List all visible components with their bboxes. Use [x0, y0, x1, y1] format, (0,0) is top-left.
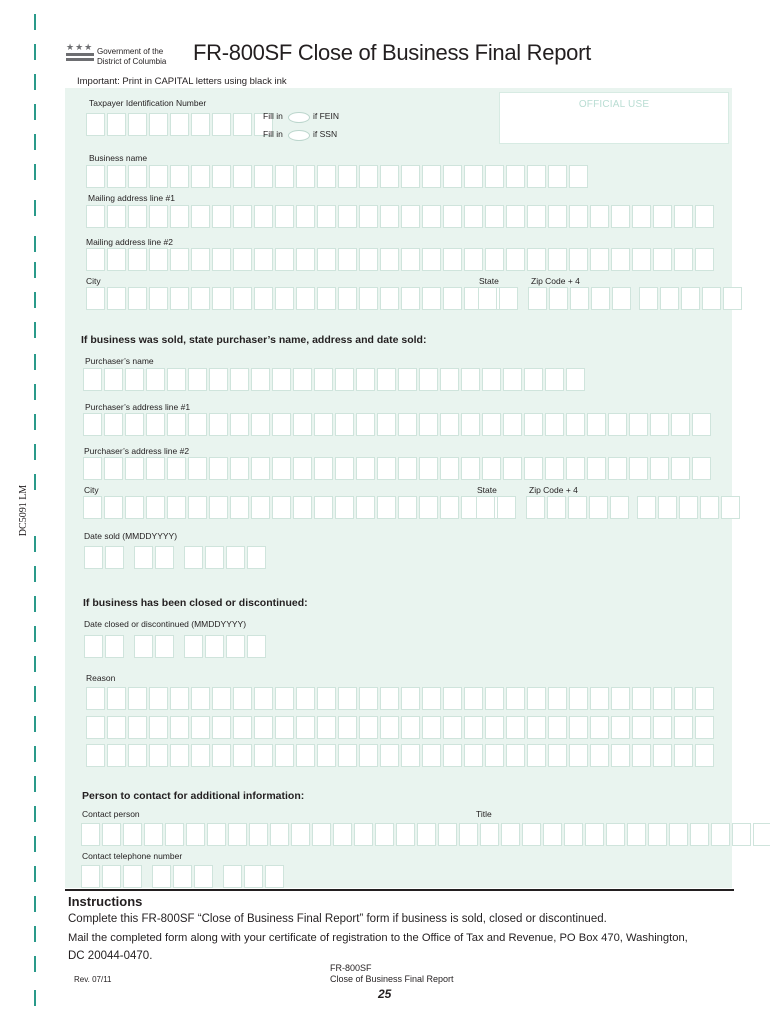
instructions-line1: Complete this FR-800SF “Close of Business Final Report” form if business is sold, closed or discontinued.	[68, 913, 607, 925]
mailing-address2-field[interactable]	[86, 248, 716, 270]
contact-person-field[interactable]	[81, 823, 770, 845]
dc-logo: ★★★	[66, 43, 96, 63]
purchaser-address2-field[interactable]	[83, 457, 713, 479]
instructions-line3: DC 20044-0470.	[68, 950, 153, 962]
purchaser-address2-label: Purchaser’s address line #2	[84, 446, 190, 456]
purchaser-name-field[interactable]	[83, 368, 587, 390]
date-sold-field[interactable]	[84, 546, 268, 568]
purchaser-state-label: State	[477, 485, 497, 495]
fein-radio[interactable]	[288, 112, 310, 123]
purchaser-state-field[interactable]	[476, 496, 518, 518]
side-code: DC5091 LM	[18, 484, 30, 537]
official-use-label: OFFICIAL USE	[578, 99, 650, 110]
purchaser-name-label: Purchaser’s name	[85, 356, 154, 366]
mailing-address1-field[interactable]	[86, 205, 716, 227]
city-field[interactable]	[86, 287, 506, 309]
purchaser-address1-label: Purchaser’s address line #1	[85, 402, 191, 412]
state-label: State	[479, 276, 499, 286]
footer-form-name: Close of Business Final Report	[330, 974, 454, 984]
mailing-address2-label: Mailing address line #2	[86, 237, 173, 247]
closed-heading: If business has been closed or discontinued:	[83, 597, 308, 609]
ssn-label: if SSN	[313, 129, 338, 139]
purchaser-city-field[interactable]	[83, 496, 503, 518]
contact-heading: Person to contact for additional information:	[82, 790, 305, 802]
zip-label: Zip Code + 4	[531, 276, 580, 286]
fill-in-ssn-label: Fill in	[263, 129, 283, 139]
tin-label: Taxpayer Identification Number	[89, 98, 207, 108]
zip-field[interactable]	[528, 287, 744, 309]
ssn-radio[interactable]	[288, 130, 310, 141]
instructions-heading: Instructions	[68, 894, 143, 909]
tin-field[interactable]	[86, 113, 275, 135]
footer-form-id: FR-800SF	[330, 963, 372, 973]
revision-date: Rev. 07/11	[74, 975, 112, 984]
mailing-address1-label: Mailing address line #1	[88, 193, 175, 203]
city-label: City	[86, 276, 101, 286]
form-title: FR-800SF Close of Business Final Report	[193, 40, 591, 65]
business-name-label: Business name	[89, 153, 148, 163]
fill-in-fein-label: Fill in	[263, 111, 283, 121]
purchaser-city-label: City	[84, 485, 99, 495]
state-field[interactable]	[478, 287, 520, 309]
reason-line2-field[interactable]	[86, 716, 716, 738]
date-closed-field[interactable]	[84, 635, 268, 657]
reason-line1-field[interactable]	[86, 687, 716, 709]
instructions-divider	[65, 889, 734, 891]
purchaser-zip-label: Zip Code + 4	[529, 485, 578, 495]
purchaser-address1-field[interactable]	[83, 413, 713, 435]
date-sold-label: Date sold (MMDDYYYY)	[84, 531, 178, 541]
reason-label: Reason	[86, 673, 116, 683]
important-note: Important: Print in CAPITAL letters using black ink	[77, 76, 287, 87]
contact-title-label: Title	[476, 809, 492, 819]
agency-name-line2: District of Columbia	[97, 57, 167, 66]
contact-phone-field[interactable]	[81, 865, 286, 887]
sold-heading: If business was sold, state purchaser’s name, address and date sold:	[81, 334, 427, 346]
page-number: 25	[378, 987, 392, 1001]
fein-label: if FEIN	[313, 111, 339, 121]
official-use-box	[499, 92, 729, 144]
purchaser-zip-field[interactable]	[526, 496, 742, 518]
contact-phone-label: Contact telephone number	[82, 851, 183, 861]
date-closed-label: Date closed or discontinued (MMDDYYYY)	[84, 619, 247, 629]
contact-person-label: Contact person	[82, 809, 140, 819]
agency-name-line1: Government of the	[97, 47, 164, 56]
business-name-field[interactable]	[86, 165, 590, 187]
instructions-line2: Mail the completed form along with your certificate of registration to the Office of Tax and Revenue, PO Box 470, Washington,	[68, 932, 688, 944]
reason-line3-field[interactable]	[86, 744, 716, 766]
